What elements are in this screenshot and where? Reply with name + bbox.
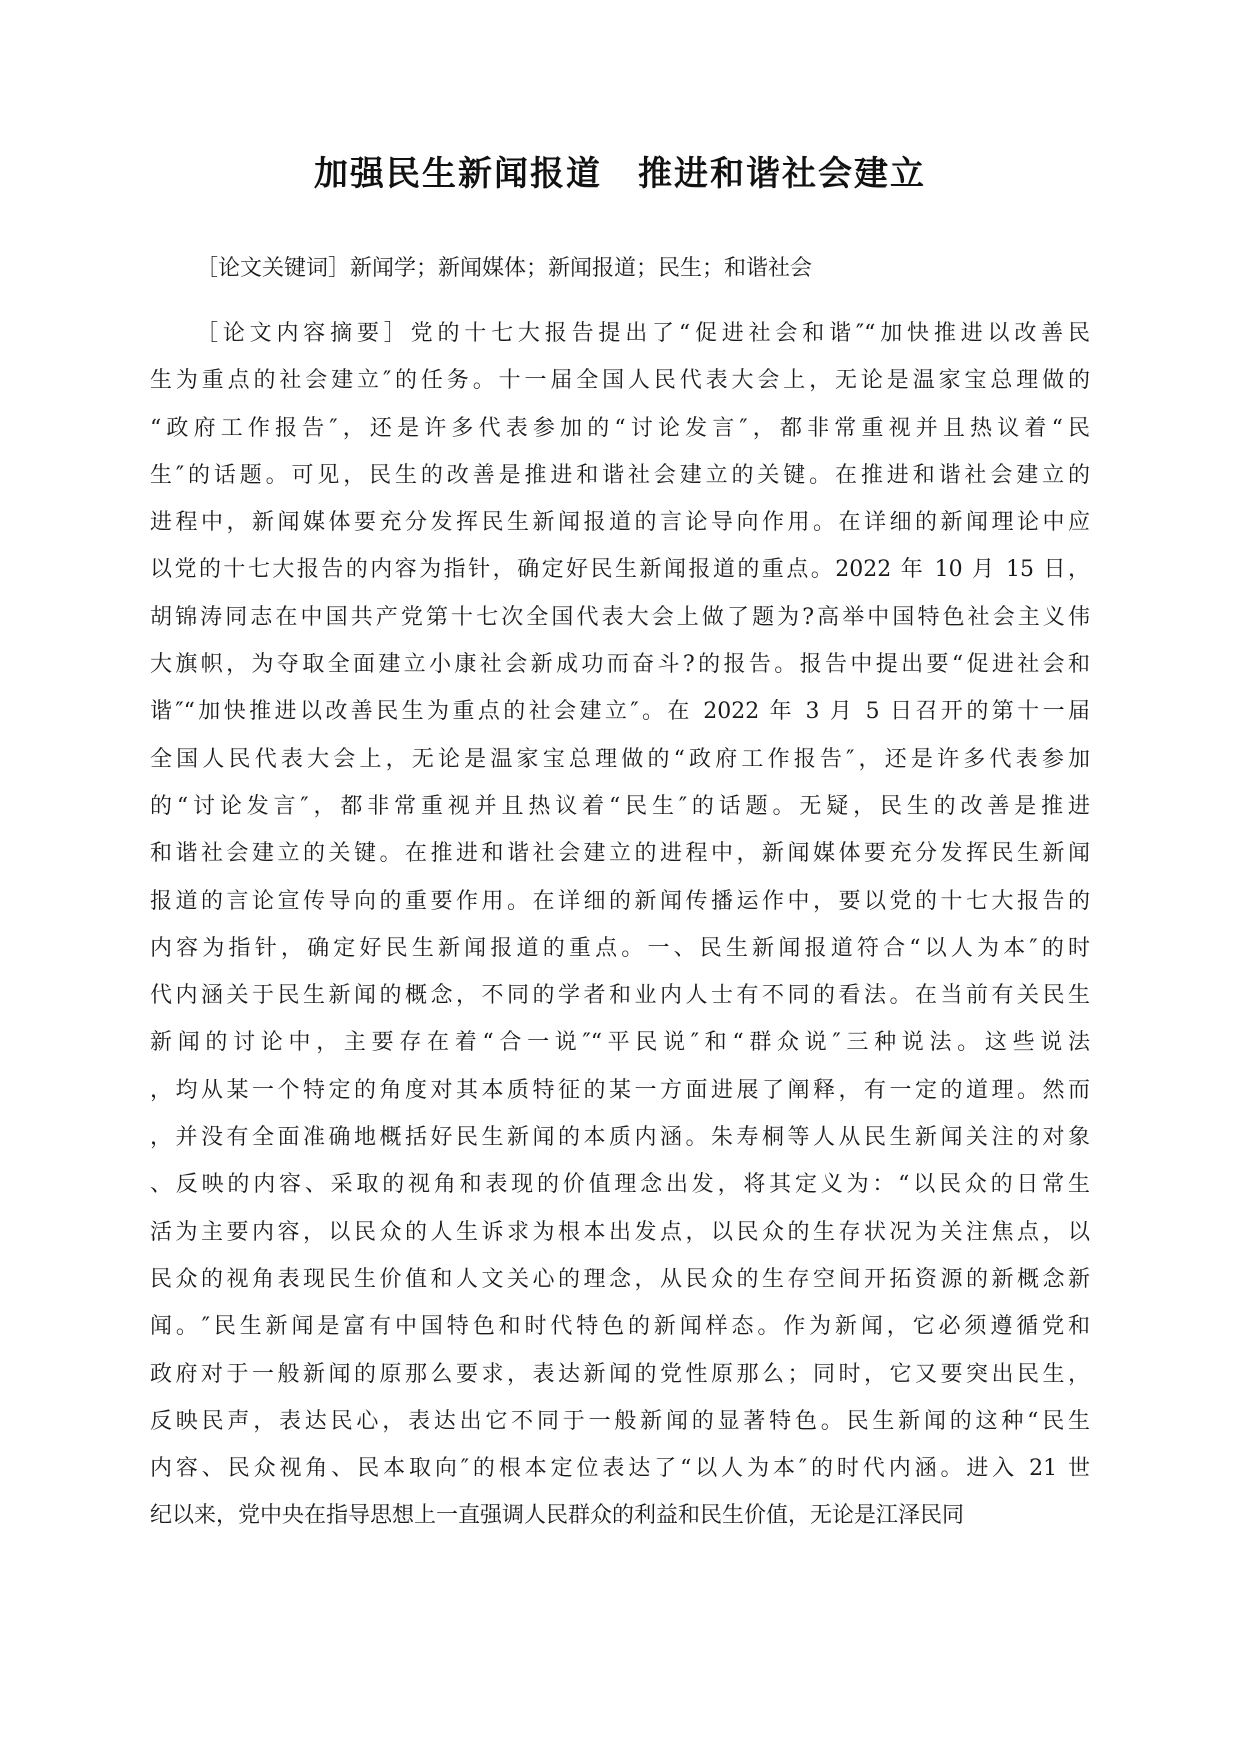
abstract-line: 民众的视角表现民生价值和人文关心的理念，从民众的生存空间开拓资源的新概念新 xyxy=(150,1266,1090,1292)
abstract-line: 进程中，新闻媒体要充分发挥民生新闻报道的言论导向作用。在详细的新闻理论中应 xyxy=(150,510,1090,536)
abstract-line: 活为主要内容，以民众的人生诉求为根本出发点，以民众的生存状况为关注焦点，以 xyxy=(150,1219,1090,1245)
abstract-line: 以党的十七大报告的内容为指针，确定好民生新闻报道的重点。2022 年 10 月 15 日， xyxy=(150,557,1090,583)
abstract-line: ，均从某一个特定的角度对其本质特征的某一方面进展了阐释，有一定的道理。然而 xyxy=(150,1077,1090,1103)
abstract-line: 和谐社会建立的关键。在推进和谐社会建立的进程中，新闻媒体要充分发挥民生新闻 xyxy=(150,841,1090,867)
abstract-line: “政府工作报告″，还是许多代表参加的“讨论发言″，都非常重视并且热议着“民 xyxy=(150,415,1090,441)
abstract-line: 闻。″民生新闻是富有中国特色和时代特色的新闻样态。作为新闻，它必须遵循党和 xyxy=(150,1314,1090,1340)
document-title: 加强民生新闻报道 推进和谐社会建立 xyxy=(314,154,926,194)
abstract-line: 报道的言论宣传导向的重要作用。在详细的新闻传播运作中，要以党的十七大报告的 xyxy=(150,888,1090,914)
abstract-line: 纪以来，党中央在指导思想上一直强调人民群众的利益和民生价值，无论是江泽民同 xyxy=(150,1503,965,1529)
abstract-line: 代内涵关于民生新闻的概念，不同的学者和业内人士有不同的看法。在当前有关民生 xyxy=(150,983,1090,1009)
abstract-line: 政府对于一般新闻的原那么要求，表达新闻的党性原那么；同时，它又要突出民生， xyxy=(150,1361,1090,1387)
abstract-line: 生为重点的社会建立″的任务。十一届全国人民代表大会上，无论是温家宝总理做的 xyxy=(150,368,1090,394)
keywords-paragraph: ［论文关键词］新闻学；新闻媒体；新闻报道；民生；和谐社会 xyxy=(196,256,813,281)
abstract-line: 谐″“加快推进以改善民生为重点的社会建立″。在 2022 年 3 月 5 日召开的第十一届 xyxy=(150,699,1090,725)
abstract-line: 大旗帜，为夺取全面建立小康社会新成功而奋斗?的报告。报告中提出要“促进社会和 xyxy=(150,652,1090,678)
abstract-line: 生″的话题。可见，民生的改善是推进和谐社会建立的关键。在推进和谐社会建立的 xyxy=(150,462,1090,488)
abstract-line: 新闻的讨论中，主要存在着“合一说″“平民说″和“群众说″三种说法。这些说法 xyxy=(150,1030,1090,1056)
abstract-line: 内容为指针，确定好民生新闻报道的重点。一、民生新闻报道符合“以人为本″的时 xyxy=(150,935,1090,961)
abstract-line: 反映民声，表达民心，表达出它不同于一般新闻的显著特色。民生新闻的这种“民生 xyxy=(150,1408,1090,1434)
abstract-line: 、反映的内容、采取的视角和表现的价值理念出发，将其定义为：“以民众的日常生 xyxy=(150,1172,1090,1198)
abstract-line: ［论文内容摘要］党的十七大报告提出了“促进社会和谐″“加快推进以改善民 xyxy=(196,321,1090,346)
abstract-line: ，并没有全面准确地概括好民生新闻的本质内涵。朱寿桐等人从民生新闻关注的对象 xyxy=(150,1125,1090,1151)
abstract-line: 内容、民众视角、民本取向″的根本定位表达了“以人为本″的时代内涵。进入 21 世 xyxy=(150,1456,1090,1482)
abstract-line: 的“讨论发言″，都非常重视并且热议着“民生″的话题。无疑，民生的改善是推进 xyxy=(150,793,1090,819)
abstract-paragraph xyxy=(150,310,1090,1540)
abstract-line: 胡锦涛同志在中国共产党第十七次全国代表大会上做了题为?高举中国特色社会主义伟 xyxy=(150,604,1090,630)
abstract-line: 全国人民代表大会上，无论是温家宝总理做的“政府工作报告″，还是许多代表参加 xyxy=(150,746,1090,772)
